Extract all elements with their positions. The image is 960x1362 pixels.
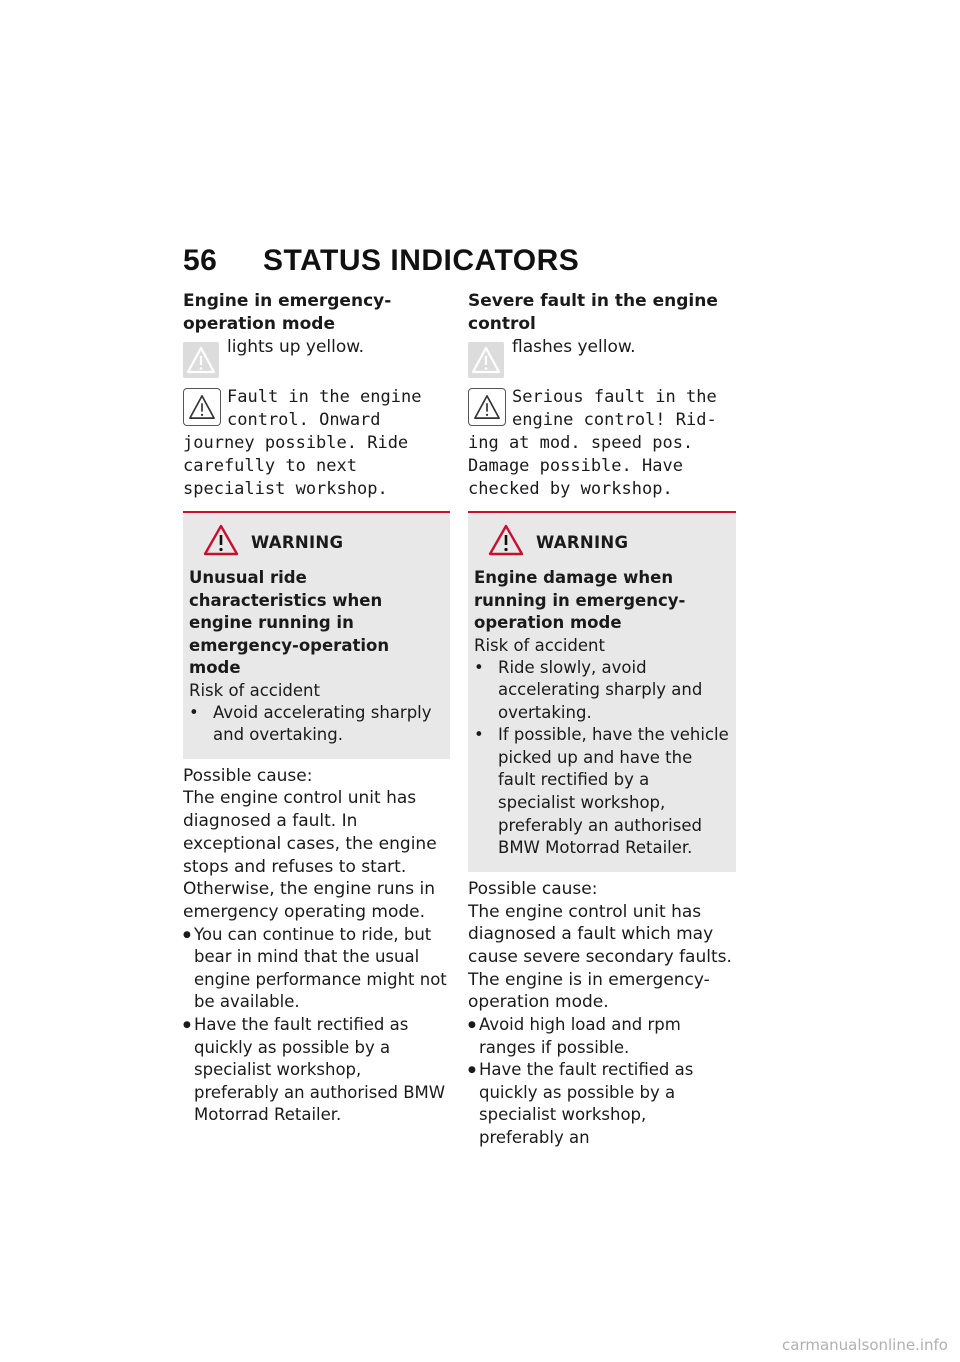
display-message <box>183 386 450 501</box>
list-item: ● You can continue to ride, but bear in mind that the usual engine performance might not be available. <box>183 924 450 1014</box>
display-message-text-first: Serious fault in the engine control! Rid- <box>512 387 717 430</box>
cause-section <box>468 878 736 1150</box>
display-message-text-first: Fault in the engine control. Onward <box>227 387 422 430</box>
indicator-text: flashes yellow. <box>512 337 636 357</box>
warning-label: WARNING <box>251 532 344 552</box>
warning-exclamation-icon <box>203 524 239 560</box>
page-number: 56 <box>183 244 218 277</box>
display-message-text-rest: ing at mod. speed pos. Damage possible. Have checked by workshop. <box>468 433 694 499</box>
warning-box <box>468 511 736 872</box>
cause-text: The engine control unit has diagnosed a fault. In exceptional cases, the engine stops and refuses to start. Otherwise, the engine runs in emergency operating mode. <box>183 788 437 922</box>
display-message <box>468 386 736 501</box>
warning-header <box>189 525 444 559</box>
watermark: carmanualsonline.info <box>782 1336 948 1354</box>
warning-box <box>183 511 450 759</box>
warning-title: Engine damage when running in emergency-operation mode <box>474 568 686 632</box>
cause-section <box>183 765 450 1127</box>
list-item: • Avoid accelerating sharply and overtaking. <box>189 702 444 747</box>
display-warning-icon <box>183 388 221 426</box>
list-item: • Ride slowly, avoid accelerating sharply and overtaking. <box>474 657 730 725</box>
display-message-text-rest: journey possible. Ride carefully to next specialist workshop. <box>183 433 409 499</box>
action-list <box>183 924 450 1127</box>
cause-label: Possible cause: <box>183 765 313 786</box>
warning-exclamation-icon <box>488 524 524 560</box>
section-title: Severe fault in the engine control <box>468 291 718 334</box>
right-column <box>468 290 736 1150</box>
warning-risk: Risk of accident <box>474 635 605 655</box>
display-warning-icon <box>468 388 506 426</box>
warning-list <box>189 702 444 747</box>
warning-triangle-icon <box>468 342 504 378</box>
indicator-line <box>183 338 450 378</box>
indicator-text: lights up yellow. <box>227 337 365 357</box>
warning-header <box>474 525 730 559</box>
warning-list <box>474 657 730 860</box>
list-item: • If possible, have the vehicle picked up and have the fault rectified by a specialist workshop, preferably an authorised BMW Motorrad Retailer. <box>474 724 730 860</box>
warning-risk: Risk of accident <box>189 680 320 700</box>
warning-label: WARNING <box>536 532 629 552</box>
cause-label: Possible cause: <box>468 878 598 899</box>
warning-title: Unusual ride characteristics when engine running in emergency-operation mode <box>189 568 390 677</box>
action-list <box>468 1014 736 1150</box>
page-header <box>183 244 579 278</box>
chapter-title: STATUS INDICATORS <box>263 244 580 277</box>
cause-text: The engine control unit has diagnosed a fault which may cause severe secondary faults. The engine is in emergency-operation mode. <box>468 901 732 1013</box>
warning-triangle-icon <box>183 342 219 378</box>
list-item: ● Have the fault rectified as quickly as possible by a specialist workshop, preferably an authorised BMW Motorrad Retailer. <box>183 1014 450 1127</box>
indicator-line <box>468 338 736 378</box>
left-column <box>183 290 450 1127</box>
section-title: Engine in emergency-operation mode <box>183 291 392 334</box>
list-item: ● Avoid high load and rpm ranges if possible. <box>468 1014 736 1059</box>
list-item: ● Have the fault rectified as quickly as possible by a specialist workshop, preferably an <box>468 1059 736 1149</box>
